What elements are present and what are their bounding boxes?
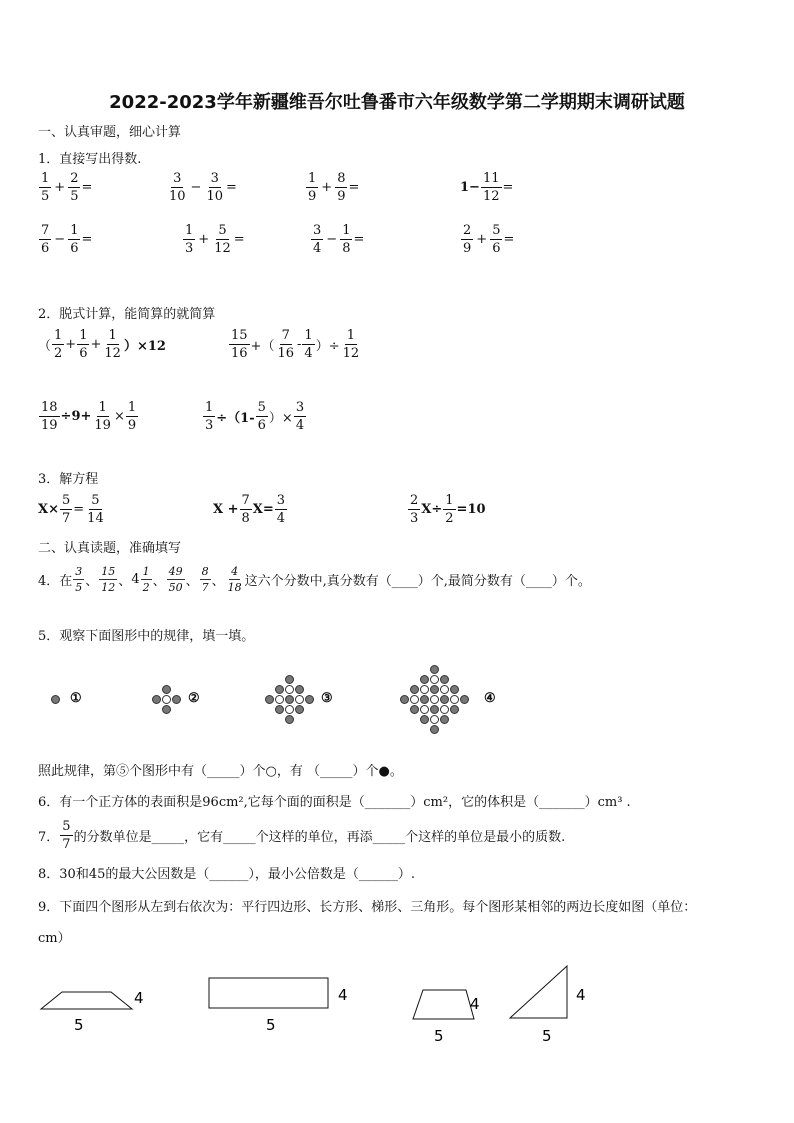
filled-dot [450,685,459,694]
triangle-side-label: 4 [576,986,586,1004]
q9-shapes [0,950,794,1060]
triangle-base-label: 5 [542,1027,552,1045]
filled-dot [420,715,429,724]
q6: 6．有一个正方体的表面积是96cm²,它每个面的面积是（_______）cm²，它的体积是（_______）cm³ . [38,795,631,810]
q2-heading: 2．脱式计算，能简算的就简算 [38,307,216,322]
q5-heading: 5．观察下面图形中的规律，填一填。 [38,629,255,644]
filled-dot [275,685,284,694]
filled-dot [275,705,284,714]
q1-item-2: $\frac{3}{10}$ − $\frac{3}{10}$ = [169,171,237,204]
q5-answer-line: 照此规律，第⑤个图形中有（_____）个○，有 （_____）个●。 [38,764,403,779]
figure-label-1: ① [70,691,82,706]
q1-item-4: 1− $\frac{11}{12}$ = [460,171,514,204]
hollow-dot [295,695,304,704]
q2-expr-3: $\frac{18}{19}$ ÷9+ $\frac{1}{19}$ × $\frac{1}{9}$ [41,400,137,433]
hollow-dot [430,715,439,724]
rectangle-shape [209,978,328,1008]
filled-dot [450,705,459,714]
filled-dot [430,725,439,734]
fraction: $\frac{1}{5}$ [41,171,50,204]
rectangle-side-label: 4 [338,986,348,1004]
hollow-dot [275,695,284,704]
filled-dot [400,695,409,704]
figure-label-2: ② [188,691,200,706]
q1-item-5: $\frac{7}{6}$ − $\frac{1}{6}$ = [41,223,93,256]
trapezoid-base-label: 5 [434,1027,444,1045]
filled-dot [410,685,419,694]
filled-dot [410,705,419,714]
filled-dot [305,695,314,704]
filled-dot [460,695,469,704]
filled-dot [162,685,171,694]
hollow-dot [420,705,429,714]
figure-label-4: ④ [484,691,496,706]
figure-label-3: ③ [321,691,333,706]
hollow-dot [430,675,439,684]
q9-line-1: 9．下面四个图形从左到右依次为：平行四边形、长方形、梯形、三角形。每个图形某相邻的两边长度如图（单位： [38,900,697,915]
q1-item-1: $\frac{1}{5}$ + $\frac{2}{5}$ = [41,171,93,204]
section-2-heading: 二、认真读题，准确填写 [38,541,182,556]
q8: 8．30和45的最大公因数是（______），最小公倍数是（______）. [38,867,415,882]
filled-dot [295,685,304,694]
q3-heading: 3．解方程 [38,472,99,487]
page-title: 2022-2023学年新疆维吾尔吐鲁番市六年级数学第二学期期末调研试题 [109,92,685,113]
q1-heading: 1．直接写出得数. [38,152,142,167]
q1-item-7: $\frac{3}{4}$ − $\frac{1}{8}$ = [313,223,365,256]
filled-dot [285,675,294,684]
hollow-dot [162,695,171,704]
section-1-heading: 一、认真审题，细心计算 [38,125,182,140]
q1-item-6: $\frac{1}{3}$ + $\frac{5}{12}$ = [185,223,245,256]
parallelogram-side-label: 4 [134,989,144,1007]
trapezoid-side-label: 4 [470,995,480,1013]
fraction: $\frac{3}{5}$ [75,565,83,594]
filled-dot [295,705,304,714]
filled-dot [420,675,429,684]
hollow-dot [285,705,294,714]
filled-dot [265,695,274,704]
q3-equation-2: X + $\frac{7}{8}$ X= $\frac{3}{4}$ [213,493,286,526]
filled-dot [162,705,171,714]
filled-dot [152,695,161,704]
fraction: $\frac{2}{5}$ [70,171,79,204]
hollow-dot [410,695,419,704]
hollow-dot [420,685,429,694]
q2-expr-1: （ $\frac{1}{2}$ + $\frac{1}{6}$ + $\frac{1}{12}$ ）×12 [38,328,166,361]
q1-item-8: $\frac{2}{9}$ + $\frac{5}{6}$ = [463,223,515,256]
q3-equation-3: $\frac{2}{3}$ X÷ $\frac{1}{2}$ =10 [410,493,486,526]
hollow-dot [285,685,294,694]
filled-dot [51,695,60,704]
parallelogram-base-label: 5 [74,1016,84,1034]
filled-dot [285,715,294,724]
q3-equation-1: X× $\frac{5}{7}$ = $\frac{5}{14}$ [38,493,104,526]
hollow-dot [450,695,459,704]
q7: 7． $\frac{5}{7}$ 的分数单位是_____，它有_____个这样的单位，再添_____个这样的单位是最小的质数. [38,819,566,852]
rectangle-base-label: 5 [266,1016,276,1034]
hollow-dot [440,705,449,714]
q2-expr-2: $\frac{15}{16}$ +（ $\frac{7}{16}$ - $\frac{1}{4}$ ）÷ $\frac{1}{12}$ [231,328,360,361]
q2-expr-4: $\frac{1}{3}$ ÷（1- $\frac{5}{6}$ ）× $\frac{3}{4}$ [205,400,305,433]
parallelogram-shape [41,992,132,1009]
filled-dot [440,675,449,684]
hollow-dot [430,695,439,704]
filled-dot [430,705,439,714]
triangle-shape [510,966,567,1018]
hollow-dot [440,685,449,694]
q4-line: 4．在 $\frac{3}{5}$ 、 $\frac{15}{12}$ 、 4 $\frac{1}{2}$ 、 $\frac{49}{50}$ 、 $\frac{8}{7}$ 、 $\frac{4}{18}$ 这六个分数中,真分数有（____）个,最简分数有（____）个。 [38,565,591,594]
filled-dot [440,715,449,724]
filled-dot [285,695,294,704]
trapezoid-shape [413,990,474,1019]
filled-dot [430,665,439,674]
filled-dot [420,695,429,704]
filled-dot [172,695,181,704]
q9-line-2: cm） [38,931,71,946]
filled-dot [440,695,449,704]
q1-item-3: $\frac{1}{9}$ + $\frac{8}{9}$ = [308,171,360,204]
filled-dot [430,685,439,694]
